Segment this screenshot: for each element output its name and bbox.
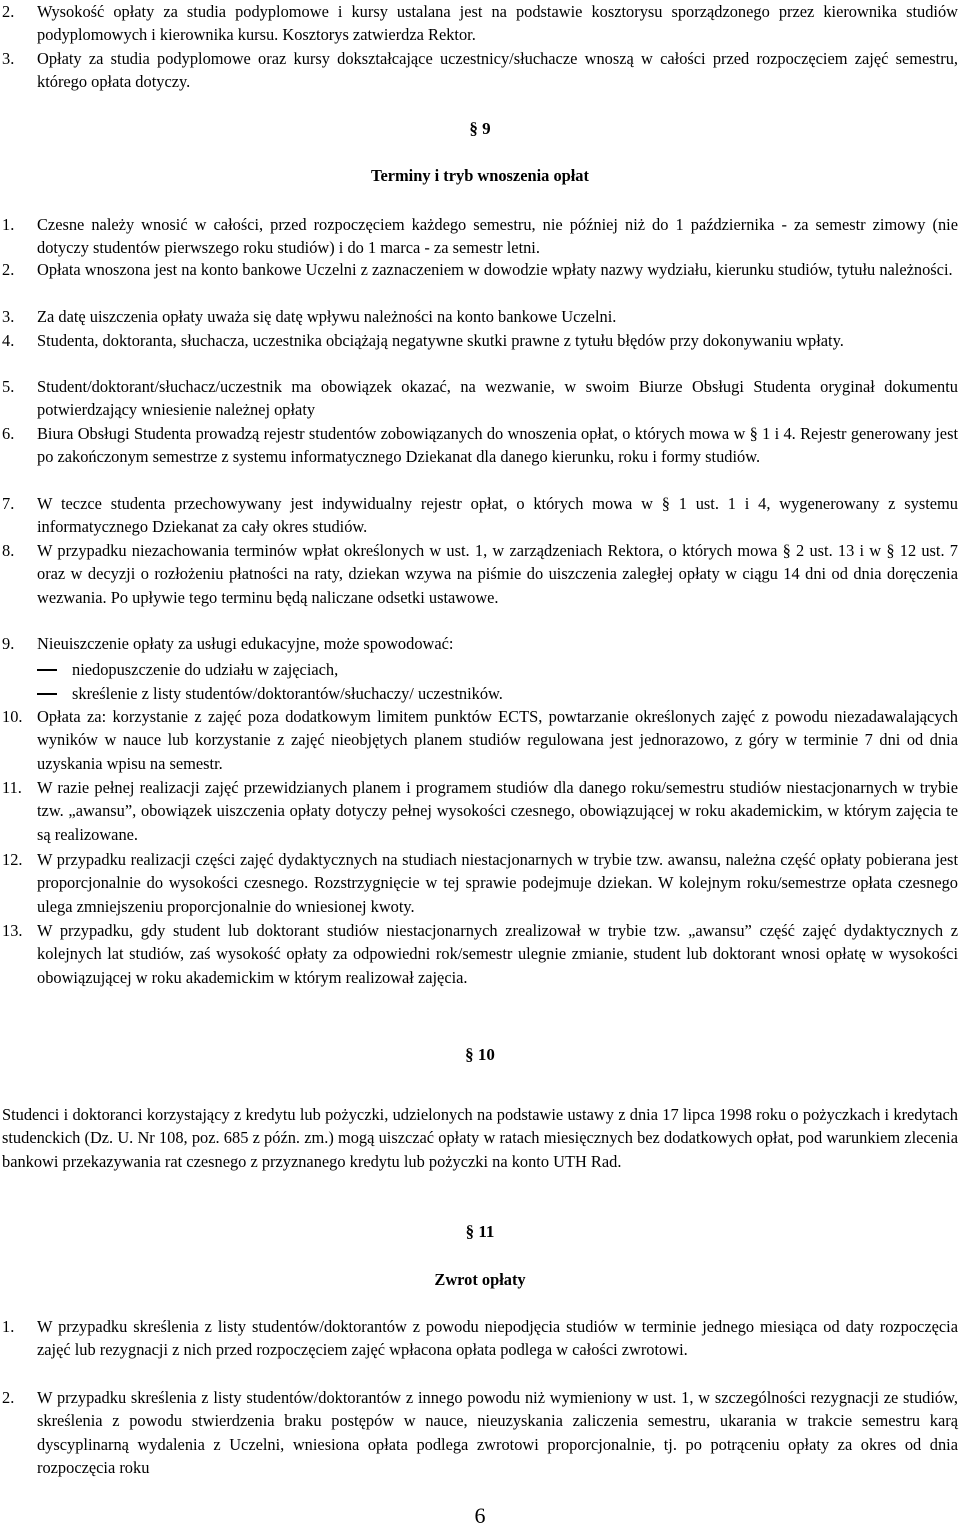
section-title: Terminy i tryb wnoszenia opłat [371,166,589,185]
item-number: 12. [2,850,23,869]
list-item [0,47,958,94]
item-number: 3. [2,49,15,68]
item-number: 5. [2,377,15,396]
section-number: § 11 [465,1222,495,1241]
item-text: Nieuiszczenie opłaty za usługi edukacyjne, może spowodować: [37,634,454,653]
item-number: 1. [2,1317,15,1336]
item-text: Biura Obsługi Studenta prowadzą rejestr studentów zobowiązanych do wnoszenia opłat, o których mowa w § 1 i 4. Rejestr generowany jest po zakończonym semestrze z systemu informatycznego Dziekanat dla danego kierunku, roku i formy studiów. [37,424,958,467]
item-text: Za datę uiszczenia opłaty uważa się datę wpływu należności na konto bankowe Uczelni. [37,307,617,326]
list-item [0,919,958,989]
item-text: Wysokość opłaty za studia podyplomowe i kursy ustalana jest na podstawie kosztorysu sporządzonego przez kierownika studiów podyplomowych i kierownika kursu. Kosztorys zatwierdza Rektor. [37,2,958,45]
bullet-text: niedopuszczenie do udziału w zajęciach, [72,660,339,679]
item-text: Opłata wnoszona jest na konto bankowe Uczelni z zaznaczeniem w dowodzie wpłaty nazwy wydziału, kierunku studiów, tytułu należności. [37,260,953,279]
item-number: 1. [2,215,15,234]
item-number: 10. [2,707,23,726]
paragraph: Studenci i doktoranci korzystający z kredytu lub pożyczki, udzielonych na podstawie ustawy z dnia 17 lipca 1998 roku o pożyczkach i kredytach studenckich (Dz. U. Nr 108, poz. 685 z późn. zm.) mogą uiszczać opłaty w ratach miesięcznych bez dodatkowych opłat, pod warunkiem zlecenia bankowi przekazywania rat czesnego z przyznanego kredytu lub pożyczki na konto UTH Rad. [2,1105,958,1171]
item-text: Opłata za: korzystanie z zajęć poza dodatkowym limitem punktów ECTS, powtarzanie określonych zajęć z powodu niezadawalających wyników w nauce lub korzystanie z zajęć nieobjętych planem studiów regulowana jest jednorazowo, z góry w terminie 7 dni od dnia uzyskania wpisu na semestr. [37,707,958,773]
list-item [0,329,958,352]
item-text: Opłaty za studia podyplomowe oraz kursy dokształcające uczestnicy/słuchacze wnoszą w całości przed rozpoczęciem zajęć semestru, którego opłata dotyczy. [37,49,958,92]
item-text: W teczce studenta przechowywany jest indywidualny rejestr opłat, o których mowa w § 1 ust. 1 i 4, wygenerowany z systemu informatycznego Dziekanat za cały okres studiów. [37,494,958,537]
list-item [0,776,958,846]
item-number: 2. [2,260,15,279]
section-title: Zwrot opłaty [434,1270,526,1289]
list-item [0,258,958,281]
list-item [0,705,958,775]
list-item [0,213,958,260]
item-text: W razie pełnej realizacji zajęć przewidzianych planem i programem studiów dla danego roku/semestru studiów niestacjonarnych w trybie tzw. „awansu”, obowiązek uiszczenia opłaty dotyczy pełnej wysokości czesnego, obowiązującej w roku akademickim, w którym zajęcia te są realizowane. [37,778,958,844]
item-text: W przypadku niezachowania terminów wpłat określonych w ust. 1, w zarządzeniach Rektora, o których mowa § 2 ust. 13 i w § 12 ust. 7 oraz w decyzji o rozłożeniu płatności na raty, dziekan wzywa na piśmie do uiszczenia zaległej opłaty w ciągu 14 dni od dnia doręczenia wezwania. Po upływie tego terminu będą naliczane odsetki ustawowe. [37,541,958,607]
list-item [0,375,958,422]
item-text: Student/doktorant/słuchacz/uczestnik ma obowiązek okazać, na wezwanie, w swoim Biurze Obsługi Studenta oryginał dokumentu potwierdzający wniesienie należnej opłaty [37,377,958,420]
item-number: 9. [2,634,15,653]
item-number: 11. [2,778,22,797]
list-item [0,0,958,47]
page-number: 6 [474,1503,486,1528]
item-text: W przypadku realizacji części zajęć dydaktycznych na studiach niestacjonarnych w trybie tzw. awansu, należna część opłaty pobierana jest proporcjonalnie do wysokości czesnego. Rozstrzygnięcie w tej sprawie podejmuje dziekan. W kolejnym roku/semestrze opłata czesnego ulega zmniejszeniu proporcjonalnie do wniesionej kwoty. [37,850,958,916]
item-number: 7. [2,494,15,513]
item-text: Czesne należy wnosić w całości, przed rozpoczęciem każdego semestru, nie później niż do 1 października - za semestr zimowy (nie dotyczy studentów pierwszego roku studiów) i do 1 marca - za semestr letni. [37,215,958,258]
section-number: § 9 [469,119,491,138]
section-number: § 10 [465,1045,495,1064]
item-text: W przypadku, gdy student lub doktorant studiów niestacjonarnych zrealizował w trybie tzw. „awansu” część zajęć dydaktycznych z kolejnych lat studiów, zaś wysokość opłaty za odpowiedni rok/semestr ulegnie zmianie, student lub doktorant wnosi opłatę w wysokości obowiązującej w roku akademickim w którym realizował zajęcia. [37,921,958,987]
item-text: W przypadku skreślenia z listy studentów/doktorantów z powodu niepodjęcia studiów w terminie jednego miesiąca od daty rozpoczęcia zajęć lub rezygnacji z nich przed rozpoczęciem zajęć wpłacona opłata podlega w całości zwrotowi. [37,1317,958,1360]
item-number: 6. [2,424,15,443]
item-number: 3. [2,307,15,326]
item-text: W przypadku skreślenia z listy studentów/doktorantów z innego powodu niż wymieniony w ust. 1, w szczególności rezygnacji ze studiów, skreślenia z powodu stwierdzenia braku postępów w nauce, nieuzyskania zaliczenia semestru, ukarania w trakcie semestru karą dyscyplinarną wydalenia z Uczelni, wniesiona opłata podlega zwrotowi proporcjonalnie, tj. po potrąceniu opłaty za okres od dnia rozpoczęcia roku [37,1388,958,1478]
list-item [0,1315,958,1362]
item-number: 2. [2,2,15,21]
bullet-dash [37,669,57,671]
list-item [0,1386,958,1480]
item-number: 4. [2,331,15,350]
item-number: 13. [2,921,23,940]
list-item [0,422,958,469]
bullet-dash [37,693,57,695]
item-text: Studenta, doktoranta, słuchacza, uczestnika obciążają negatywne skutki prawne z tytułu błędów przy dokonywaniu wpłaty. [37,331,844,350]
list-item [0,848,958,918]
bullet-text: skreślenie z listy studentów/doktorantów/słuchaczy/ uczestników. [72,684,503,703]
list-item [0,632,958,655]
list-item [0,539,958,609]
item-number: 8. [2,541,15,560]
item-number: 2. [2,1388,15,1407]
list-item [0,305,958,328]
list-item [0,492,958,539]
